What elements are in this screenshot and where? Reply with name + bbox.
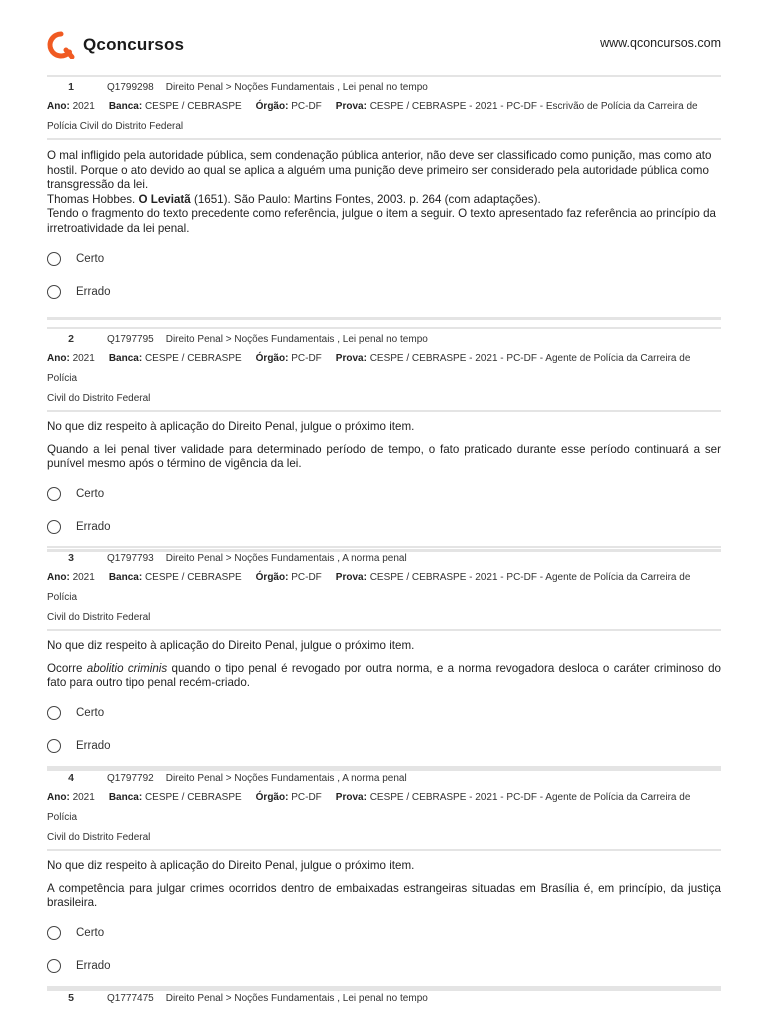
radio-button[interactable] bbox=[47, 520, 61, 534]
question-statement: Tendo o fragmento do texto precedente como referência, julgue o item a seguir. O texto apresentado faz referência ao princípio da irretroatividade da lei penal. bbox=[47, 207, 716, 235]
question-text bbox=[47, 420, 721, 472]
book-title: O Leviatã bbox=[138, 192, 191, 206]
question-meta-row bbox=[47, 766, 721, 788]
qconcursos-logo-icon bbox=[47, 31, 75, 59]
question-text bbox=[47, 149, 721, 237]
ano-value: 2021 bbox=[72, 792, 95, 803]
answer-options bbox=[47, 923, 721, 976]
separator bbox=[47, 138, 721, 140]
question-info: Ano: 2021 Banca: CESPE / CEBRASPE Órgão: PC-DF Prova: CESPE / CEBRASPE - 2021 - PC-DF - Agente de Polícia da Carreira de Polícia bbox=[47, 353, 691, 384]
separator bbox=[47, 849, 721, 851]
question-number: 4 bbox=[68, 772, 74, 784]
answer-options bbox=[47, 703, 721, 756]
radio-button[interactable] bbox=[47, 959, 61, 973]
question-number: 1 bbox=[68, 81, 74, 93]
option-errado[interactable]: Errado bbox=[47, 282, 721, 302]
banca-value: CESPE / CEBRASPE bbox=[144, 792, 242, 803]
question-info: Ano: 2021 Banca: CESPE / CEBRASPE Órgão: PC-DF Prova: CESPE / CEBRASPE - 2021 - PC-DF - Escrivão de Polícia da Carreira de bbox=[47, 101, 698, 112]
question-subject: Direito Penal > Noções Fundamentais , A norma penal bbox=[165, 552, 407, 564]
site-url[interactable]: www.qconcursos.com bbox=[600, 36, 721, 50]
option-certo[interactable]: Certo bbox=[47, 703, 721, 723]
option-errado[interactable]: Errado bbox=[47, 517, 721, 537]
orgao-value: PC-DF bbox=[291, 792, 322, 803]
question-divider bbox=[47, 317, 721, 320]
question-text bbox=[47, 639, 721, 691]
ano-value: 2021 bbox=[72, 101, 95, 112]
quote-text: O mal infligido pela autoridade pública, sem condenação pública anterior, não deve ser classificado como punição, mas como ato hostil. Porque o ato devido ao qual se aplica a alguém uma punição deve primeiro ser considerado pela autoridade pública como transgressão da lei. bbox=[47, 149, 712, 192]
question-subject: Direito Penal > Noções Fundamentais , Lei penal no tempo bbox=[165, 333, 428, 345]
ano-value: 2021 bbox=[72, 572, 95, 583]
question-id[interactable]: Q1797795 bbox=[107, 333, 154, 345]
question-meta-row bbox=[47, 986, 721, 1008]
citation: Thomas Hobbes. O Leviatã (1651). São Paulo: Martins Fontes, 2003. p. 264 (com adaptações). bbox=[47, 192, 541, 206]
radio-button[interactable] bbox=[47, 285, 61, 299]
question-intro: No que diz respeito à aplicação do Direito Penal, julgue o próximo item. bbox=[47, 420, 415, 433]
question-card bbox=[47, 75, 721, 320]
question-intro: No que diz respeito à aplicação do Direito Penal, julgue o próximo item. bbox=[47, 639, 415, 652]
prova-value-cont: Polícia Civil do Distrito Federal bbox=[47, 121, 184, 132]
option-errado[interactable]: Errado bbox=[47, 736, 721, 756]
question-meta-row bbox=[47, 327, 721, 349]
question-number: 5 bbox=[68, 992, 74, 1004]
radio-button[interactable] bbox=[47, 252, 61, 266]
radio-button[interactable] bbox=[47, 739, 61, 753]
question-text bbox=[47, 859, 721, 911]
option-certo[interactable]: Certo bbox=[47, 249, 721, 269]
prova-value: CESPE / CEBRASPE - 2021 - PC-DF - Agente de Polícia da Carreira de Polícia bbox=[47, 792, 691, 823]
orgao-value: PC-DF bbox=[291, 353, 322, 364]
latin-term: abolitio criminis bbox=[86, 661, 168, 675]
question-statement: Quando a lei penal tiver validade para determinado período de tempo, o fato praticado durante esse período continuará a ser punível mesmo após o término de vigência da lei. bbox=[47, 442, 721, 471]
question-subject: Direito Penal > Noções Fundamentais , Lei penal no tempo bbox=[165, 81, 428, 93]
question-subject: Direito Penal > Noções Fundamentais , Lei penal no tempo bbox=[165, 992, 428, 1004]
separator bbox=[47, 629, 721, 631]
radio-button[interactable] bbox=[47, 926, 61, 940]
question-intro: No que diz respeito à aplicação do Direito Penal, julgue o próximo item. bbox=[47, 859, 415, 872]
prova-value-cont: Civil do Distrito Federal bbox=[47, 393, 151, 404]
question-card bbox=[47, 986, 721, 1008]
question-info: Ano: 2021 Banca: CESPE / CEBRASPE Órgão: PC-DF Prova: CESPE / CEBRASPE - 2021 - PC-DF - Agente de Polícia da Carreira de Polícia bbox=[47, 792, 691, 823]
question-number: 2 bbox=[68, 333, 74, 345]
radio-button[interactable] bbox=[47, 487, 61, 501]
prova-value: CESPE / CEBRASPE - 2021 - PC-DF - Agente de Polícia da Carreira de Polícia bbox=[47, 353, 691, 384]
qconcursos-logo[interactable] bbox=[47, 30, 184, 60]
question-info: Ano: 2021 Banca: CESPE / CEBRASPE Órgão: PC-DF Prova: CESPE / CEBRASPE - 2021 - PC-DF - Agente de Polícia da Carreira de Polícia bbox=[47, 572, 691, 603]
question-id[interactable]: Q1797792 bbox=[107, 772, 154, 784]
orgao-value: PC-DF bbox=[291, 101, 322, 112]
banca-value: CESPE / CEBRASPE bbox=[144, 353, 242, 364]
orgao-value: PC-DF bbox=[291, 572, 322, 583]
banca-value: CESPE / CEBRASPE bbox=[144, 101, 242, 112]
radio-button[interactable] bbox=[47, 706, 61, 720]
answer-options bbox=[47, 249, 721, 302]
question-meta-row bbox=[47, 546, 721, 568]
prova-value: CESPE / CEBRASPE - 2021 - PC-DF - Escrivão de Polícia da Carreira de bbox=[369, 101, 698, 112]
question-statement: A competência para julgar crimes ocorridos dentro de embaixadas estrangeiras situadas em Brasília é, em princípio, da justiça brasileira. bbox=[47, 881, 721, 910]
prova-value-cont: Civil do Distrito Federal bbox=[47, 612, 151, 623]
banca-value: CESPE / CEBRASPE bbox=[144, 572, 242, 583]
question-id[interactable]: Q1799298 bbox=[107, 81, 154, 93]
question-statement: Ocorre abolitio criminis quando o tipo penal é revogado por outra norma, e a norma revogadora desloca o caráter criminoso do fato para outro tipo penal recém-criado. bbox=[47, 661, 721, 690]
ano-value: 2021 bbox=[72, 353, 95, 364]
logo-text: Qconcursos bbox=[83, 35, 185, 54]
question-id[interactable]: Q1777475 bbox=[107, 992, 154, 1004]
question-id[interactable]: Q1797793 bbox=[107, 552, 154, 564]
question-card bbox=[47, 766, 721, 991]
separator bbox=[47, 410, 721, 412]
page-header bbox=[0, 0, 768, 70]
answer-options bbox=[47, 484, 721, 537]
prova-value: CESPE / CEBRASPE - 2021 - PC-DF - Agente de Polícia da Carreira de Polícia bbox=[47, 572, 691, 603]
option-certo[interactable]: Certo bbox=[47, 484, 721, 504]
question-card bbox=[47, 327, 721, 552]
prova-value-cont: Civil do Distrito Federal bbox=[47, 832, 151, 843]
option-errado[interactable]: Errado bbox=[47, 956, 721, 976]
question-card bbox=[47, 546, 721, 771]
question-subject: Direito Penal > Noções Fundamentais , A norma penal bbox=[165, 772, 407, 784]
question-meta-row bbox=[47, 75, 721, 97]
option-certo[interactable]: Certo bbox=[47, 923, 721, 943]
question-number: 3 bbox=[68, 552, 74, 564]
